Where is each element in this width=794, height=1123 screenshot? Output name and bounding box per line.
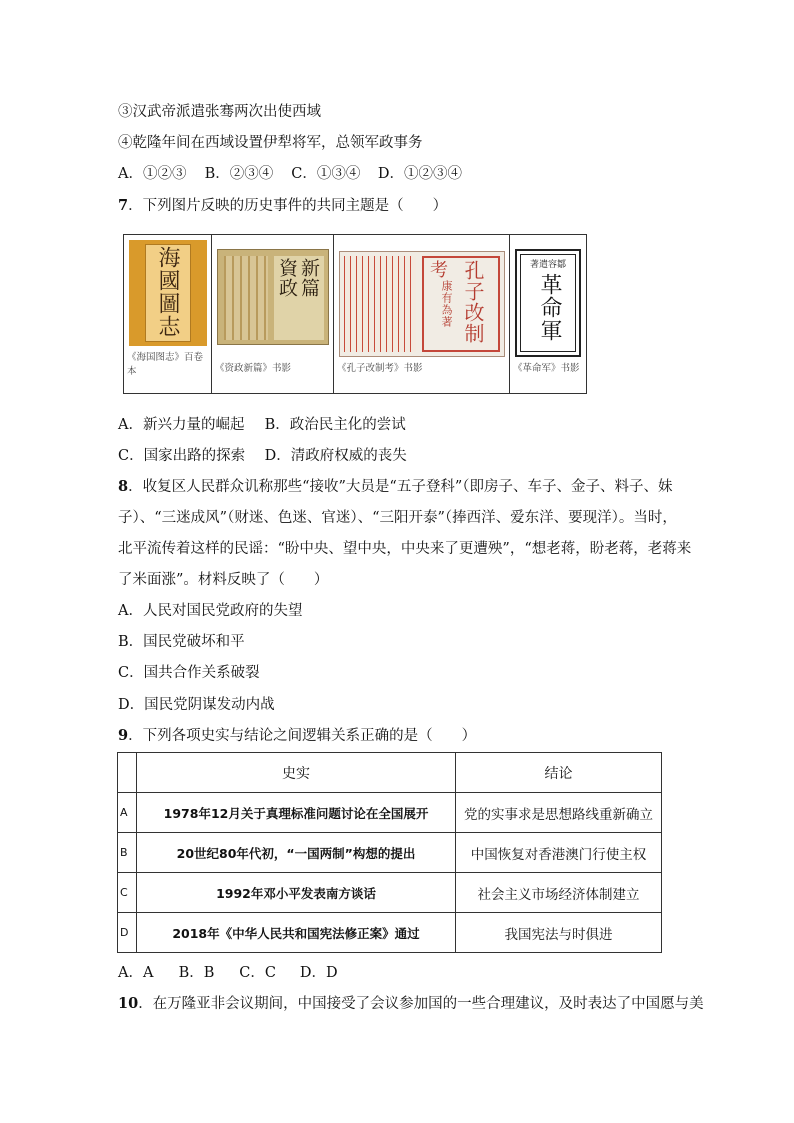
q10-number: 10: [118, 995, 139, 1012]
q6-option-b[interactable]: B．②③④: [204, 166, 274, 182]
q7-image-2: [212, 235, 334, 393]
row-label: C: [118, 873, 137, 913]
q7-image-1-caption: 《海国图志》百卷本: [127, 352, 204, 377]
q9-number: 9: [118, 727, 129, 744]
row-conclusion: 社会主义市场经济体制建立: [456, 873, 662, 913]
row-fact: 1992年邓小平发表南方谈话: [137, 873, 456, 913]
zizheng-xinpian-title: 資政: [276, 258, 298, 298]
row-label: D: [118, 913, 137, 953]
q7-option-c[interactable]: C．国家出路的探索: [118, 448, 246, 464]
q7-stem-text: ．下列图片反映的历史事件的共同主题是（ ）: [128, 198, 448, 214]
q7-image-4-caption: 《革命军》书影: [513, 363, 580, 374]
q8-stem-line-3: 北平流传着这样的民谣：“盼中央、望中央，中央来了更遭殃”，“想老蒋，盼老蒋，老蒋来: [118, 541, 692, 557]
header-fact: 史实: [137, 753, 456, 793]
q9-table: [117, 752, 662, 953]
row-label: A: [118, 793, 137, 833]
q9-option-b[interactable]: B．B: [178, 965, 215, 981]
q9-option-d[interactable]: D．D: [299, 965, 338, 981]
q7-stem: [118, 196, 447, 216]
q9-option-c[interactable]: C．C: [239, 965, 276, 981]
q8-stem-line-1: 8．收复区人民群众讥称那些“接收”大员是“五子登科”（即房子、车子、金子、料子、妹: [118, 478, 673, 495]
q7-option-d[interactable]: D．清政府权威的丧失: [264, 448, 407, 464]
header-conclusion: 结论: [456, 753, 662, 793]
q7-image-strip: [123, 234, 587, 394]
row-fact: 1978年12月关于真理标准问题讨论在全国展开: [137, 793, 456, 833]
q6-item-4: ④乾隆年间在西域设置伊犁将军，总领军政事务: [118, 135, 423, 151]
q7-option-b[interactable]: B．政治民主化的尝试: [264, 417, 406, 433]
geming-jun-cover: [515, 249, 581, 357]
haiguo-tuzhi-title: 海國圖志: [155, 246, 180, 338]
q9-stem: 9．下列各项史实与结论之间逻辑关系正确的是（ ）: [118, 727, 477, 744]
q6-option-d[interactable]: D．①②③④: [377, 166, 462, 182]
q7-image-2-caption: 《资政新篇》书影: [215, 363, 292, 374]
haiguo-tuzhi-cover: [129, 240, 207, 346]
row-conclusion: 党的实事求是思想路线重新确立: [456, 793, 662, 833]
row-fact: 2018年《中华人民共和国宪法修正案》通过: [137, 913, 456, 953]
q10-stem: 10．在万隆亚非会议期间，中国接受了会议参加国的一些合理建议，及时表达了中国愿与美: [118, 995, 704, 1012]
q8-option-d[interactable]: D．国民党阴谋发动内战: [118, 697, 275, 713]
row-label: B: [118, 833, 137, 873]
q7-image-4: [510, 235, 586, 393]
q7-image-3-caption: 《孔子改制考》书影: [337, 363, 423, 374]
q8-option-b[interactable]: B．国民党破坏和平: [118, 634, 245, 650]
q6-item-3: ③汉武帝派遣张骞两次出使西域: [118, 104, 321, 120]
q8-stem-line-2: 子）、“三迷成风”（财迷、色迷、官迷）、“三阳开泰”（捧西洋、爱东洋、要现洋）。当时，: [118, 510, 677, 526]
q7-options-row-2: [118, 446, 407, 466]
table-row: [118, 913, 662, 953]
q7-image-1: [124, 235, 212, 393]
table-header-row: [118, 753, 662, 793]
table-row: [118, 793, 662, 833]
zizheng-xinpian-cover: 資政 新篇: [217, 249, 329, 345]
geming-jun-author: 著遣容鄒: [529, 260, 566, 270]
q7-option-a[interactable]: A．新兴力量的崛起: [118, 417, 245, 433]
kongzi-gaizhi-kao-cover: 孔子改制 考 康有為著: [339, 251, 505, 357]
row-conclusion: 我国宪法与时俱进: [456, 913, 662, 953]
q7-number: 7: [118, 197, 129, 214]
q8-option-a[interactable]: A．人民对国民党政府的失望: [118, 603, 303, 619]
q8-stem-line-4: 了米面涨”。材料反映了（ ）: [118, 572, 329, 588]
row-fact: 20世纪80年代初，“一国两制”构想的提出: [137, 833, 456, 873]
q6-option-a[interactable]: A．①②③: [118, 166, 187, 182]
q8-option-c[interactable]: C．国共合作关系破裂: [118, 665, 260, 681]
q7-options-row-1: [118, 415, 406, 435]
q8-number: 8: [118, 478, 129, 495]
table-row: [118, 873, 662, 913]
geming-jun-title: 革命軍: [537, 273, 562, 342]
q9-option-a[interactable]: A．A: [118, 965, 154, 981]
q6-options: [118, 164, 462, 184]
q9-options: [118, 963, 338, 983]
table-row: [118, 833, 662, 873]
q6-option-c[interactable]: C．①③④: [291, 166, 361, 182]
kongzi-author: 康有為著: [440, 280, 453, 328]
row-conclusion: 中国恢复对香港澳门行使主权: [456, 833, 662, 873]
q7-image-3: [334, 235, 510, 393]
